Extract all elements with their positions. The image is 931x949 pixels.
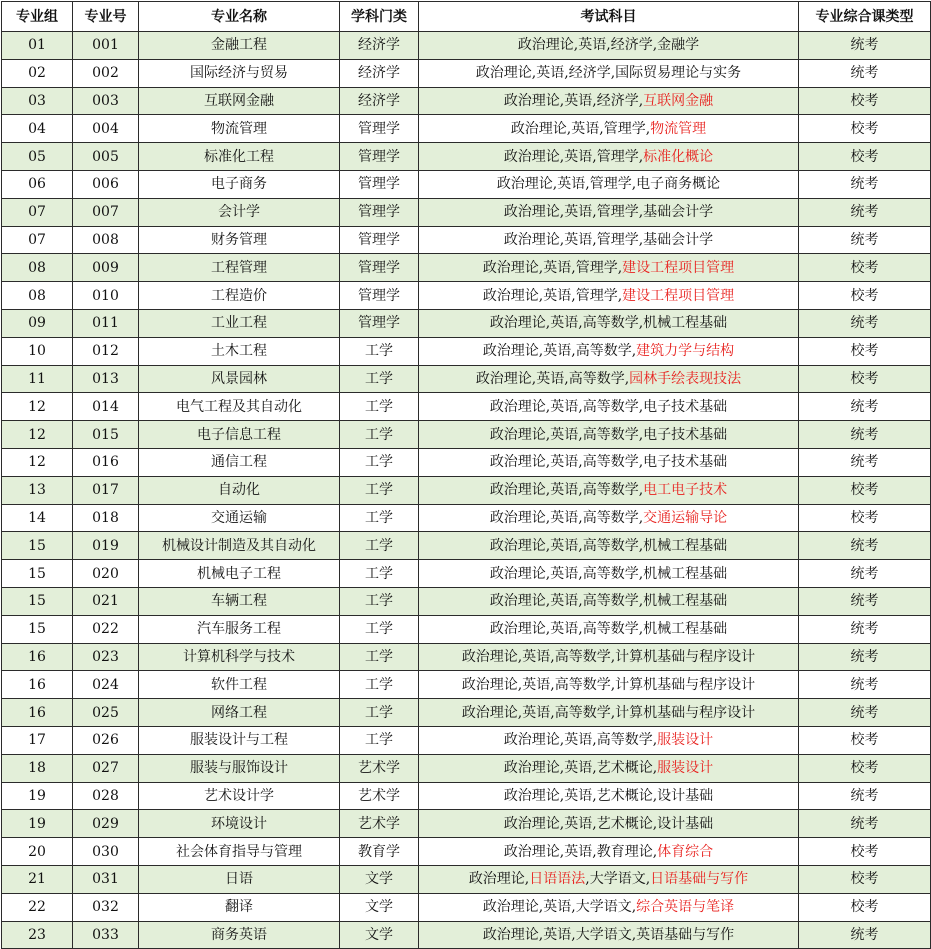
- subject-text: 政治理论,英语,大学语文,: [482, 899, 637, 916]
- cell-subjects: [419, 448, 799, 476]
- cell-name: 服装设计与工程: [139, 726, 340, 754]
- cell-type: 校考: [799, 865, 931, 893]
- cell-category: 工学: [340, 532, 419, 560]
- cell-group: 04: [2, 115, 73, 143]
- cell-group: 16: [2, 643, 73, 671]
- cell-group: 15: [2, 615, 73, 643]
- cell-code: 005: [73, 143, 139, 171]
- cell-category: 工学: [340, 337, 419, 365]
- subject-text: 政治理论,英语,高等数学,: [489, 509, 644, 526]
- subject-text: 政治理论,英语,高等数学,电子技术基础: [489, 426, 728, 443]
- subject-highlight: 综合英语与笔译: [636, 899, 735, 916]
- cell-name: 环境设计: [139, 810, 340, 838]
- subject-text: 政治理论,英语,高等数学,: [503, 732, 658, 749]
- cell-category: 文学: [340, 893, 419, 921]
- cell-subjects: [419, 421, 799, 449]
- cell-name: 网络工程: [139, 699, 340, 727]
- cell-code: 007: [73, 198, 139, 226]
- subject-highlight: 建筑力学与结构: [636, 343, 735, 360]
- cell-group: 08: [2, 282, 73, 310]
- table-row: [2, 838, 931, 866]
- header-subjects: 考试科目: [419, 2, 799, 32]
- cell-subjects: [419, 59, 799, 87]
- subject-highlight: 电工电子技术: [643, 482, 728, 499]
- table-row: [2, 643, 931, 671]
- subject-highlight: 建设工程项目管理: [622, 287, 735, 304]
- cell-subjects: [419, 587, 799, 615]
- subject-highlight: 交通运输导论: [643, 509, 728, 526]
- subject-highlight: 标准化概论: [643, 148, 714, 165]
- cell-type: 统考: [799, 448, 931, 476]
- cell-name: 财务管理: [139, 226, 340, 254]
- table-row: [2, 59, 931, 87]
- cell-type: 校考: [799, 254, 931, 282]
- cell-code: 021: [73, 587, 139, 615]
- cell-category: 管理学: [340, 282, 419, 310]
- cell-type: 统考: [799, 643, 931, 671]
- table-row: [2, 226, 931, 254]
- cell-code: 025: [73, 699, 139, 727]
- table-row: [2, 810, 931, 838]
- table-row: [2, 560, 931, 588]
- cell-type: 统考: [799, 560, 931, 588]
- cell-type: 统考: [799, 810, 931, 838]
- cell-name: 电子商务: [139, 170, 340, 198]
- cell-name: 商务英语: [139, 921, 340, 949]
- cell-group: 12: [2, 448, 73, 476]
- subject-highlight: 日语基础与写作: [650, 871, 749, 888]
- cell-type: 校考: [799, 365, 931, 393]
- header-code: 专业号: [73, 2, 139, 32]
- cell-name: 标准化工程: [139, 143, 340, 171]
- cell-code: 017: [73, 476, 139, 504]
- cell-code: 012: [73, 337, 139, 365]
- cell-subjects: [419, 282, 799, 310]
- header-category: 学科门类: [340, 2, 419, 32]
- cell-group: 06: [2, 170, 73, 198]
- subject-text: 政治理论,: [468, 871, 530, 888]
- cell-code: 030: [73, 838, 139, 866]
- cell-group: 12: [2, 393, 73, 421]
- subject-text: 政治理论,英语,管理学,: [482, 287, 623, 304]
- cell-code: 018: [73, 504, 139, 532]
- subject-text: 政治理论,英语,高等数学,机械工程基础: [489, 537, 728, 554]
- subject-highlight: 互联网金融: [643, 92, 714, 109]
- cell-subjects: [419, 170, 799, 198]
- table-row: [2, 115, 931, 143]
- table-row: [2, 337, 931, 365]
- cell-code: 023: [73, 643, 139, 671]
- cell-subjects: [419, 838, 799, 866]
- cell-name: 互联网金融: [139, 87, 340, 115]
- cell-subjects: [419, 893, 799, 921]
- subject-text: 政治理论,英语,高等数学,: [482, 343, 637, 360]
- cell-name: 日语: [139, 865, 340, 893]
- subject-text: 政治理论,英语,艺术概论,设计基础: [503, 787, 714, 804]
- cell-subjects: [419, 532, 799, 560]
- cell-subjects: [419, 921, 799, 949]
- table-row: [2, 893, 931, 921]
- cell-type: 统考: [799, 226, 931, 254]
- cell-name: 国际经济与贸易: [139, 59, 340, 87]
- cell-subjects: [419, 810, 799, 838]
- table-row: [2, 865, 931, 893]
- cell-name: 会计学: [139, 198, 340, 226]
- cell-name: 服装与服饰设计: [139, 754, 340, 782]
- cell-category: 工学: [340, 615, 419, 643]
- subject-text: 政治理论,英语,高等数学,计算机基础与程序设计: [461, 704, 756, 721]
- cell-group: 14: [2, 504, 73, 532]
- cell-type: 统考: [799, 699, 931, 727]
- subject-text: 政治理论,英语,管理学,: [482, 259, 623, 276]
- subject-text: 政治理论,英语,管理学,电子商务概论: [496, 176, 721, 193]
- cell-subjects: [419, 254, 799, 282]
- subject-text: 政治理论,英语,大学语文,英语基础与写作: [482, 926, 735, 943]
- cell-subjects: [419, 560, 799, 588]
- cell-type: 统考: [799, 32, 931, 60]
- cell-code: 022: [73, 615, 139, 643]
- cell-subjects: [419, 726, 799, 754]
- cell-group: 07: [2, 226, 73, 254]
- cell-name: 电子信息工程: [139, 421, 340, 449]
- cell-subjects: [419, 87, 799, 115]
- cell-group: 13: [2, 476, 73, 504]
- table-row: [2, 170, 931, 198]
- subject-text: 政治理论,英语,教育理论,: [503, 843, 658, 860]
- subject-highlight: 物流管理: [650, 120, 707, 137]
- cell-code: 026: [73, 726, 139, 754]
- cell-code: 029: [73, 810, 139, 838]
- cell-name: 工业工程: [139, 309, 340, 337]
- cell-category: 工学: [340, 365, 419, 393]
- cell-subjects: [419, 309, 799, 337]
- cell-category: 工学: [340, 476, 419, 504]
- cell-name: 汽车服务工程: [139, 615, 340, 643]
- cell-name: 工程管理: [139, 254, 340, 282]
- cell-group: 08: [2, 254, 73, 282]
- cell-subjects: [419, 337, 799, 365]
- cell-group: 18: [2, 754, 73, 782]
- cell-category: 经济学: [340, 32, 419, 60]
- subject-highlight: 园林手绘表现技法: [629, 370, 742, 387]
- cell-group: 05: [2, 143, 73, 171]
- cell-subjects: [419, 504, 799, 532]
- cell-group: 20: [2, 838, 73, 866]
- cell-category: 工学: [340, 448, 419, 476]
- cell-type: 统考: [799, 532, 931, 560]
- cell-group: 15: [2, 532, 73, 560]
- cell-name: 工程造价: [139, 282, 340, 310]
- subject-highlight: 服装设计: [657, 732, 714, 749]
- cell-type: 校考: [799, 282, 931, 310]
- table-row: [2, 393, 931, 421]
- cell-category: 管理学: [340, 143, 419, 171]
- cell-name: 金融工程: [139, 32, 340, 60]
- cell-code: 004: [73, 115, 139, 143]
- cell-type: 校考: [799, 893, 931, 921]
- cell-code: 014: [73, 393, 139, 421]
- cell-type: 校考: [799, 504, 931, 532]
- cell-type: 统考: [799, 615, 931, 643]
- cell-subjects: [419, 671, 799, 699]
- cell-group: 17: [2, 726, 73, 754]
- table-row: [2, 87, 931, 115]
- table-row: [2, 671, 931, 699]
- cell-type: 统考: [799, 782, 931, 810]
- cell-name: 机械电子工程: [139, 560, 340, 588]
- subject-text: 政治理论,英语,经济学,国际贸易理论与实务: [475, 65, 742, 82]
- cell-category: 管理学: [340, 198, 419, 226]
- cell-group: 07: [2, 198, 73, 226]
- cell-subjects: [419, 476, 799, 504]
- cell-subjects: [419, 699, 799, 727]
- cell-name: 电气工程及其自动化: [139, 393, 340, 421]
- subject-text: 政治理论,英语,管理学,: [510, 120, 651, 137]
- table-row: [2, 699, 931, 727]
- cell-code: 028: [73, 782, 139, 810]
- cell-name: 计算机科学与技术: [139, 643, 340, 671]
- cell-category: 管理学: [340, 226, 419, 254]
- subject-text: 政治理论,英语,高等数学,电子技术基础: [489, 454, 728, 471]
- table-row: [2, 32, 931, 60]
- subject-text: 政治理论,英语,高等数学,机械工程基础: [489, 593, 728, 610]
- cell-code: 019: [73, 532, 139, 560]
- cell-subjects: [419, 198, 799, 226]
- table-row: [2, 754, 931, 782]
- cell-type: 统考: [799, 309, 931, 337]
- cell-group: 16: [2, 699, 73, 727]
- subject-highlight: 日语语法: [529, 871, 586, 888]
- table-row: [2, 782, 931, 810]
- table-row: [2, 309, 931, 337]
- cell-category: 文学: [340, 865, 419, 893]
- cell-category: 工学: [340, 504, 419, 532]
- cell-type: 统考: [799, 59, 931, 87]
- cell-group: 22: [2, 893, 73, 921]
- cell-category: 管理学: [340, 254, 419, 282]
- cell-code: 003: [73, 87, 139, 115]
- subject-text: 政治理论,英语,高等数学,: [489, 482, 644, 499]
- cell-name: 通信工程: [139, 448, 340, 476]
- cell-code: 002: [73, 59, 139, 87]
- cell-category: 艺术学: [340, 782, 419, 810]
- subject-text: 政治理论,英语,高等数学,机械工程基础: [489, 565, 728, 582]
- header-group: 专业组: [2, 2, 73, 32]
- cell-code: 024: [73, 671, 139, 699]
- cell-name: 土木工程: [139, 337, 340, 365]
- cell-name: 软件工程: [139, 671, 340, 699]
- cell-group: 21: [2, 865, 73, 893]
- table-row: [2, 504, 931, 532]
- subject-text: 政治理论,英语,经济学,: [503, 92, 644, 109]
- table-row: [2, 476, 931, 504]
- cell-name: 翻译: [139, 893, 340, 921]
- table-body: [2, 32, 931, 949]
- cell-code: 020: [73, 560, 139, 588]
- cell-category: 工学: [340, 587, 419, 615]
- cell-code: 006: [73, 170, 139, 198]
- cell-name: 艺术设计学: [139, 782, 340, 810]
- cell-category: 教育学: [340, 838, 419, 866]
- cell-name: 社会体育指导与管理: [139, 838, 340, 866]
- cell-code: 008: [73, 226, 139, 254]
- cell-subjects: [419, 365, 799, 393]
- cell-category: 工学: [340, 643, 419, 671]
- cell-name: 物流管理: [139, 115, 340, 143]
- table-row: [2, 254, 931, 282]
- cell-type: 校考: [799, 726, 931, 754]
- subject-highlight: 建设工程项目管理: [622, 259, 735, 276]
- cell-subjects: [419, 615, 799, 643]
- cell-category: 工学: [340, 671, 419, 699]
- cell-code: 032: [73, 893, 139, 921]
- cell-category: 工学: [340, 421, 419, 449]
- cell-category: 艺术学: [340, 754, 419, 782]
- cell-subjects: [419, 32, 799, 60]
- cell-subjects: [419, 643, 799, 671]
- cell-group: 16: [2, 671, 73, 699]
- cell-type: 统考: [799, 170, 931, 198]
- cell-group: 03: [2, 87, 73, 115]
- cell-category: 艺术学: [340, 810, 419, 838]
- cell-subjects: [419, 115, 799, 143]
- cell-type: 统考: [799, 587, 931, 615]
- cell-group: 01: [2, 32, 73, 60]
- subject-text: 政治理论,英语,高等数学,机械工程基础: [489, 315, 728, 332]
- subject-text: 政治理论,英语,高等数学,电子技术基础: [489, 398, 728, 415]
- subject-highlight: 服装设计: [657, 760, 714, 777]
- cell-code: 010: [73, 282, 139, 310]
- subject-text: 政治理论,英语,管理学,基础会计学: [503, 204, 714, 221]
- header-row: [2, 2, 931, 32]
- table-row: [2, 365, 931, 393]
- table-row: [2, 532, 931, 560]
- cell-category: 工学: [340, 560, 419, 588]
- cell-code: 016: [73, 448, 139, 476]
- cell-category: 管理学: [340, 115, 419, 143]
- subject-text: 政治理论,英语,管理学,基础会计学: [503, 231, 714, 248]
- subject-text: 政治理论,英语,管理学,: [503, 148, 644, 165]
- table-row: [2, 921, 931, 949]
- cell-subjects: [419, 754, 799, 782]
- table-row: [2, 726, 931, 754]
- cell-name: 车辆工程: [139, 587, 340, 615]
- subject-highlight: 体育综合: [657, 843, 714, 860]
- cell-name: 交通运输: [139, 504, 340, 532]
- cell-group: 19: [2, 782, 73, 810]
- header-type: 专业综合课类型: [799, 2, 931, 32]
- subject-text: 政治理论,英语,经济学,金融学: [517, 37, 700, 54]
- cell-group: 12: [2, 421, 73, 449]
- cell-name: 机械设计制造及其自动化: [139, 532, 340, 560]
- cell-category: 工学: [340, 726, 419, 754]
- subject-text: 政治理论,英语,高等数学,: [475, 370, 630, 387]
- cell-subjects: [419, 865, 799, 893]
- subject-text: 政治理论,英语,高等数学,计算机基础与程序设计: [461, 676, 756, 693]
- table-header: [2, 2, 931, 32]
- cell-type: 校考: [799, 754, 931, 782]
- cell-type: 统考: [799, 421, 931, 449]
- cell-type: 统考: [799, 921, 931, 949]
- cell-code: 033: [73, 921, 139, 949]
- cell-subjects: [419, 226, 799, 254]
- table-row: [2, 587, 931, 615]
- cell-type: 统考: [799, 198, 931, 226]
- cell-code: 013: [73, 365, 139, 393]
- cell-subjects: [419, 393, 799, 421]
- cell-subjects: [419, 782, 799, 810]
- cell-type: 校考: [799, 115, 931, 143]
- table-row: [2, 448, 931, 476]
- cell-code: 015: [73, 421, 139, 449]
- subject-text: ,大学语文,: [585, 871, 651, 888]
- cell-name: 风景园林: [139, 365, 340, 393]
- table-row: [2, 421, 931, 449]
- header-name: 专业名称: [139, 2, 340, 32]
- subject-text: 政治理论,英语,高等数学,计算机基础与程序设计: [461, 648, 756, 665]
- cell-code: 031: [73, 865, 139, 893]
- table-row: [2, 198, 931, 226]
- table-row: [2, 615, 931, 643]
- cell-code: 001: [73, 32, 139, 60]
- cell-code: 009: [73, 254, 139, 282]
- subject-text: 政治理论,英语,高等数学,机械工程基础: [489, 621, 728, 638]
- cell-type: 校考: [799, 838, 931, 866]
- cell-group: 02: [2, 59, 73, 87]
- cell-group: 15: [2, 560, 73, 588]
- cell-group: 11: [2, 365, 73, 393]
- cell-group: 19: [2, 810, 73, 838]
- cell-category: 经济学: [340, 87, 419, 115]
- cell-name: 自动化: [139, 476, 340, 504]
- cell-group: 10: [2, 337, 73, 365]
- cell-category: 工学: [340, 699, 419, 727]
- cell-category: 文学: [340, 921, 419, 949]
- cell-type: 校考: [799, 143, 931, 171]
- cell-group: 09: [2, 309, 73, 337]
- cell-code: 027: [73, 754, 139, 782]
- cell-type: 校考: [799, 87, 931, 115]
- cell-type: 统考: [799, 393, 931, 421]
- cell-group: 15: [2, 587, 73, 615]
- cell-category: 工学: [340, 393, 419, 421]
- cell-type: 校考: [799, 337, 931, 365]
- cell-type: 统考: [799, 671, 931, 699]
- cell-category: 管理学: [340, 170, 419, 198]
- cell-category: 管理学: [340, 309, 419, 337]
- admissions-table: [1, 1, 931, 949]
- table-row: [2, 143, 931, 171]
- cell-subjects: [419, 143, 799, 171]
- cell-type: 校考: [799, 476, 931, 504]
- table-row: [2, 282, 931, 310]
- cell-code: 011: [73, 309, 139, 337]
- subject-text: 政治理论,英语,艺术概论,: [503, 760, 658, 777]
- cell-group: 23: [2, 921, 73, 949]
- subject-text: 政治理论,英语,艺术概论,设计基础: [503, 815, 714, 832]
- cell-category: 经济学: [340, 59, 419, 87]
